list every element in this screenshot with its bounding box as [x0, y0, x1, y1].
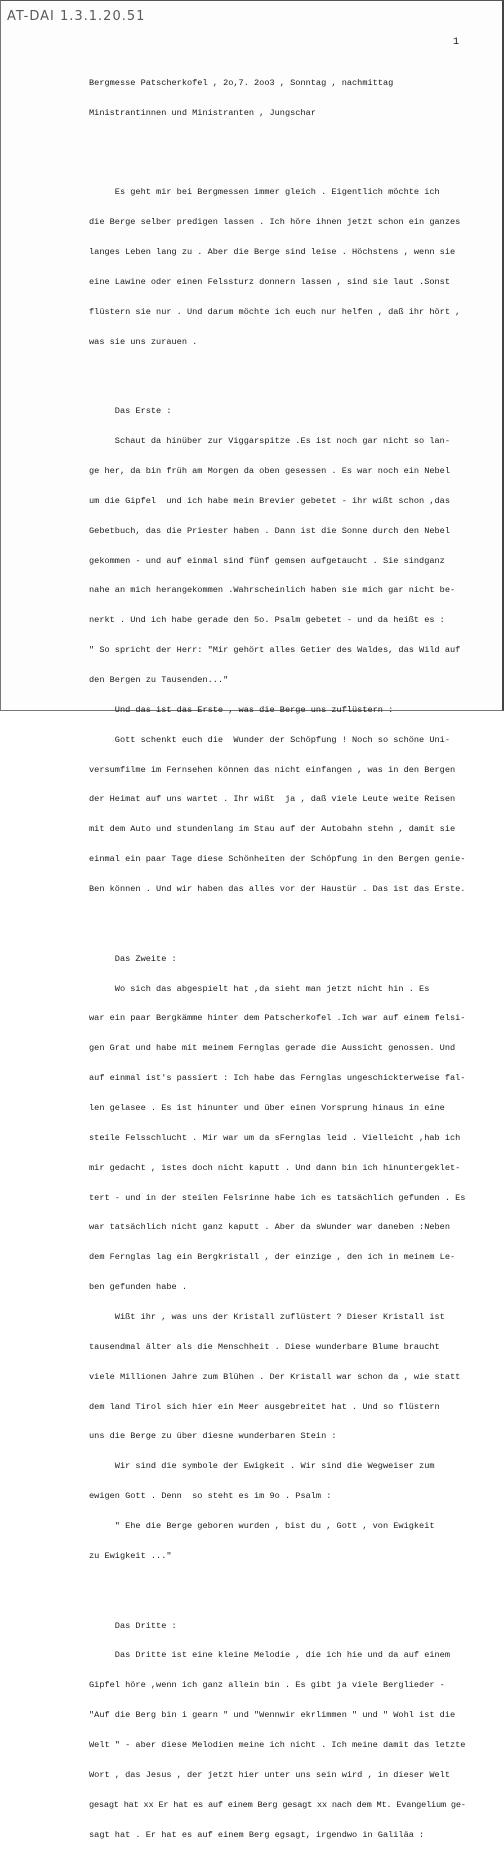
paragraph-line: um die Gipfel und ich habe mein Brevier gebetet - ihr wißt schon ,das: [89, 495, 450, 506]
paragraph-line: tausendmal älter als die Menschheit . Diese wunderbare Blume braucht: [89, 1341, 440, 1352]
letter-body: [89, 59, 499, 1860]
paragraph-line: Welt " - aber diese Melodien meine ich nicht . Ich meine damit das letzte: [89, 1740, 466, 1750]
paragraph-line: ewigen Gott . Denn so steht es im 9o . Psalm :: [89, 1491, 332, 1502]
paragraph-line: sagt hat . Er hat es auf einem Berg egsagt, irgendwo in Galiläa :: [89, 1829, 425, 1840]
paragraph-line: Das Dritte ist eine kleine Melodie , die ich hie und da auf einem: [89, 1650, 450, 1661]
paragraph-line: versumfilme im Fernsehen können das nicht einfangen , was in den Bergen: [89, 764, 456, 775]
paragraph-line: ge her, da bin früh am Morgen da oben gesessen . Es war noch ein Nebel: [89, 466, 450, 477]
paragraph-line: mir gedacht , istes doch nicht kaputt . Und dann bin ich hinuntergeklet-: [89, 1162, 461, 1173]
paragraph-line: "Auf die Berg bin i gearn " und "Wennwir ekrlimmen " und " Wohl ist die: [89, 1710, 456, 1721]
paragraph-line: ben gefunden habe .: [89, 1282, 187, 1293]
paragraph-line: uns die Berge zu über diesne wunderbaren Stein :: [89, 1431, 337, 1442]
paragraph-line: Es geht mir bei Bergmessen immer gleich . Eigentlich möchte ich: [89, 187, 440, 198]
paragraph-line: zu Ewigkeit ...": [89, 1550, 172, 1561]
paragraph-line: dem land Tirol sich hier ein Meer ausgebreitet hat . Und so flüstern: [89, 1401, 440, 1412]
section-heading: Das Erste :: [89, 406, 172, 417]
paragraph-line: gekommen - und auf einmal sind fünf gemsen aufgetaucht . Sie sindganz: [89, 555, 445, 566]
page-number: 1: [453, 37, 460, 48]
paragraph-line: Wo sich das abgespielt hat ,da sieht man jetzt nicht hin . Es: [89, 983, 430, 994]
paragraph-line: einmal ein paar Tage diese Schönheiten der Schöpfung in den Bergen genie-: [89, 854, 466, 865]
paragraph-line: viele Millionen Jahre zum Blühen . Der Kristall war schon da , wie statt: [89, 1371, 461, 1382]
paragraph-line: was sie uns zurauen .: [89, 336, 198, 347]
paragraph-line: " Ehe die Berge geboren wurden , bist du , Gott , von Ewigkeit: [89, 1521, 435, 1532]
paragraph-line: steile Felsschlucht . Mir war um da sFernglas leid . Vielleicht ,hab ich: [89, 1132, 461, 1143]
paragraph-line: die Berge selber predigen lassen . Ich höre ihnen jetzt schon ein ganzes: [89, 217, 461, 228]
paragraph-line: Wißt ihr , was uns der Kristall zuflüstert ? Dieser Kristall ist: [89, 1312, 445, 1323]
paragraph-line: der Heimat auf uns wartet . Ihr wißt ja , daß viele Leute weite Reisen: [89, 794, 456, 805]
section-heading: Das Zweite :: [89, 953, 177, 964]
paragraph-line: tert - und in der steilen Felsrinne habe ich es tatsächlich gefunden . Es: [89, 1192, 466, 1203]
paragraph-line: den Bergen zu Tausenden...": [89, 675, 229, 686]
paragraph-line: Gipfel höre ,wenn ich ganz allein bin . Es gibt ja viele Berglieder -: [89, 1680, 445, 1691]
paragraph-line: eine Lawine oder einen Felssturz donnern lassen , sind sie laut .Sonst: [89, 276, 450, 287]
paragraph-line: auf einmal ist's passiert : Ich habe das Fernglas ungeschickterweise fal-: [89, 1073, 466, 1084]
paragraph-line: Schaut da hinüber zur Viggarspitze .Es ist noch gar nicht so lan-: [89, 436, 450, 447]
section-heading: Das Dritte :: [89, 1620, 177, 1631]
paragraph-line: flüstern sie nur . Und darum möchte ich euch nur helfen , daß ihr hört ,: [89, 306, 461, 317]
paragraph-line: Wort , das Jesus , der jetzt hier unter uns sein wird , in dieser Welt: [89, 1769, 450, 1780]
paragraph-line: Gott schenkt euch die Wunder der Schöpfung ! Noch so schöne Uni-: [89, 734, 450, 745]
paragraph-line: Gebetbuch, das die Priester haben . Dann ist die Sonne durch den Nebel: [89, 525, 450, 536]
paragraph-line: langes Leben lang zu . Aber die Berge sind leise . Höchstens , wenn sie: [89, 247, 456, 258]
paragraph-line: mit dem Auto und stundenlang im Stau auf der Autobahn stehn , damit sie: [89, 824, 456, 835]
paragraph-line: nerkt . Und ich habe gerade den 5o. Psalm gebetet - und da heißt es :: [89, 615, 445, 626]
archive-stamp: AT-DAI 1.3.1.20.51: [7, 9, 146, 24]
paragraph-line: " So spricht der Herr: "Mir gehört alles Getier des Waldes, das Wild auf: [89, 645, 461, 656]
paragraph-line: Wir sind die symbole der Ewigkeit . Wir sind die Wegweiser zum: [89, 1461, 435, 1472]
paragraph-line: Ben können . Und wir haben das alles vor der Haustür . Das ist das Erste.: [89, 884, 466, 895]
paragraph-line: dem Fernglas lag ein Bergkristall , der einzige , den ich in meinem Le-: [89, 1252, 456, 1263]
paragraph-line-overstruck: gesagt hat xx Er hat es auf einem Berg gesagt xx nach dem Mt. Evangelium ge-: [89, 1799, 466, 1810]
header-line: Bergmesse Patscherkofel , 2o,7. 2oo3 , Sonntag , nachmittag: [89, 77, 394, 88]
paragraph-line: war tatsächlich nicht ganz kaputt . Aber da sWunder war daneben :Neben: [89, 1222, 450, 1233]
header-line: Ministrantinnen und Ministranten , Jungschar: [89, 107, 316, 118]
paragraph-line: nahe an mich herangekommen .Wahrscheinlich haben sie mich gar nicht be-: [89, 585, 456, 596]
paragraph-line: war ein paar Bergkämme hinter dem Patscherkofel .Ich war auf einem felsi-: [89, 1013, 466, 1024]
paragraph-line: gen Grat und habe mit meinem Fernglas gerade die Aussicht genossen. Und: [89, 1043, 456, 1054]
paragraph-line: len gelasee . Es ist hinunter und über einen Vorsprung hinaus in eine: [89, 1103, 445, 1114]
paragraph-line: Und das ist das Erste , was die Berge uns zuflüstern :: [89, 704, 394, 715]
